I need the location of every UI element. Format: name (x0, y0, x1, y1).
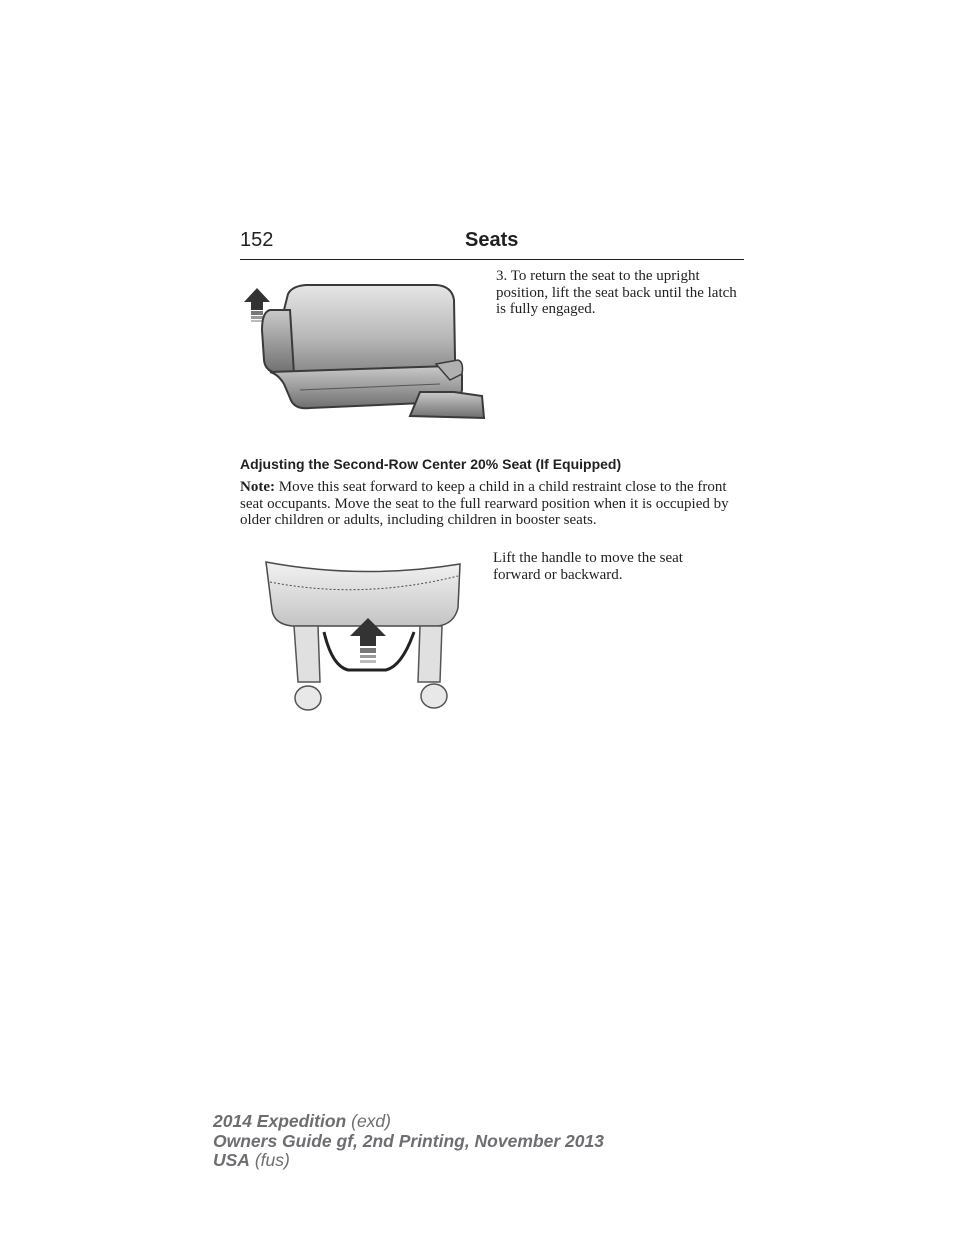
step-3-text: 3. To return the seat to the upright position, lift the seat back until the latch is fully engaged. (496, 268, 737, 318)
folded-seat-illustration (240, 280, 490, 420)
lift-handle-text: Lift the handle to move the seat forward or backward. (493, 550, 683, 583)
section-title: Seats (465, 229, 519, 251)
footer-model: 2014 Expedition (213, 1111, 347, 1131)
footer-market-code: (fus) (249, 1150, 290, 1170)
footer-guide: Owners Guide gf, 2nd Printing, November 2013 (213, 1130, 604, 1151)
subsection-heading: Adjusting the Second-Row Center 20% Seat (If Equipped) (240, 456, 622, 472)
note-paragraph (240, 479, 744, 529)
footer-model-code: (exd) (346, 1111, 391, 1131)
header-rule (240, 259, 744, 260)
center-seat-handle-illustration (262, 560, 467, 715)
page-number: 152 (240, 229, 274, 251)
note-text: Move this seat forward to keep a child in a child restraint close to the front seat occupants. Move the seat to the full rearward position when it is occupied by older children or adults, including children in booster seats. (240, 479, 729, 529)
footer-market: USA (213, 1150, 250, 1170)
note-label: Note: (240, 479, 275, 495)
footer (213, 1112, 604, 1171)
